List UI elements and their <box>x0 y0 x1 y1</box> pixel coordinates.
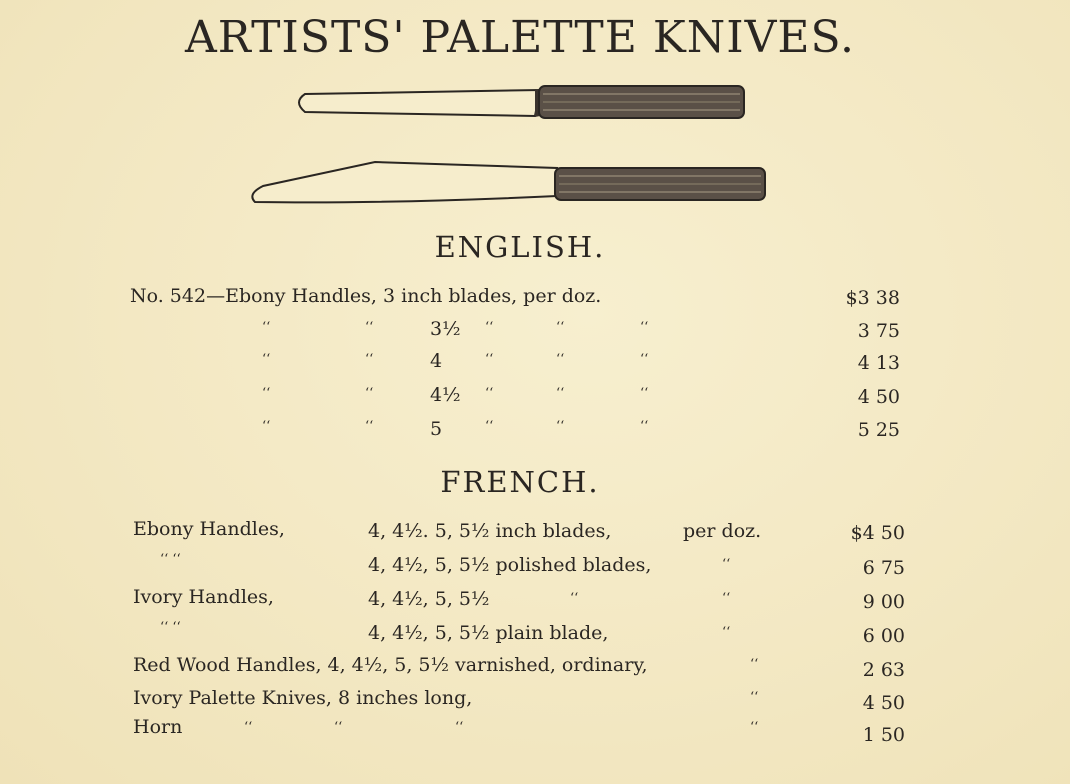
price: 4 13 <box>857 352 900 374</box>
price: 1 50 <box>862 724 905 746</box>
ditto-mark: ‘‘ <box>244 720 253 735</box>
ditto-mark: ‘‘ <box>485 386 494 401</box>
ditto-mark: ‘‘ <box>556 386 565 401</box>
blade-size: 3½ <box>430 318 461 340</box>
ditto-mark: ‘‘ <box>750 720 759 735</box>
ditto-mark: ‘‘ <box>750 690 759 705</box>
palette-knife-straight-illustration <box>285 80 750 130</box>
ditto-mark: ‘‘ <box>640 320 649 335</box>
item-description: Red Wood Handles, 4, 4½, 5, 5½ varnished, ordinary, <box>133 654 648 676</box>
blade-size: 4½ <box>430 384 461 406</box>
ditto-mark: ‘‘ <box>365 386 374 401</box>
page-title: ARTISTS' PALETTE KNIVES. <box>184 12 856 63</box>
blade-size: 4 <box>430 350 443 372</box>
blade-sizes: 4, 4½, 5, 5½ polished blades, <box>368 554 652 576</box>
ditto-mark: ‘‘ <box>640 419 649 434</box>
ditto-mark: ‘‘ <box>722 591 731 606</box>
ditto-mark: ‘‘ <box>365 419 374 434</box>
item-description: Horn <box>133 716 183 738</box>
price: 4 50 <box>857 386 900 408</box>
ditto-mark: ‘‘ <box>750 657 759 672</box>
ditto-mark: ‘‘ <box>640 352 649 367</box>
ditto-mark: ‘‘ ‘‘ <box>160 552 181 567</box>
french-heading: FRENCH. <box>440 465 600 499</box>
ditto-mark: ‘‘ <box>722 625 731 640</box>
price: 5 25 <box>857 419 900 441</box>
ditto-mark: ‘‘ <box>722 557 731 572</box>
ditto-mark: ‘‘ <box>365 352 374 367</box>
english-heading: ENGLISH. <box>434 230 606 264</box>
ditto-mark: ‘‘ <box>485 419 494 434</box>
ditto-mark: ‘‘ <box>556 320 565 335</box>
blade-size: 5 <box>430 418 443 440</box>
price: 6 00 <box>862 625 905 647</box>
price: 6 75 <box>862 557 905 579</box>
ditto-mark: ‘‘ <box>640 386 649 401</box>
price: 4 50 <box>862 692 905 714</box>
unit: per doz. <box>683 520 762 542</box>
ditto-mark: ‘‘ ‘‘ <box>160 620 181 635</box>
ditto-mark: ‘‘ <box>556 352 565 367</box>
blade-sizes: 4, 4½. 5, 5½ inch blades, <box>368 520 612 542</box>
handle-type: Ebony Handles, <box>133 518 285 540</box>
ditto-mark: ‘‘ <box>262 320 271 335</box>
price: 2 63 <box>862 659 905 681</box>
ditto-mark: ‘‘ <box>485 352 494 367</box>
blade-sizes: 4, 4½, 5, 5½ <box>368 588 490 610</box>
ditto-mark: ‘‘ <box>334 720 343 735</box>
ditto-mark: ‘‘ <box>455 720 464 735</box>
ditto-mark: ‘‘ <box>262 352 271 367</box>
ditto-mark: ‘‘ <box>365 320 374 335</box>
english-row-price: $3 38 <box>845 287 900 309</box>
blade-sizes: 4, 4½, 5, 5½ plain blade, <box>368 622 609 644</box>
price: 3 75 <box>857 320 900 342</box>
ditto-mark: ‘‘ <box>556 419 565 434</box>
price: $4 50 <box>850 522 905 544</box>
item-description: Ivory Palette Knives, 8 inches long, <box>133 687 473 709</box>
ditto-mark: ‘‘ <box>262 419 271 434</box>
handle-type: Ivory Handles, <box>133 586 274 608</box>
ditto-mark: ‘‘ <box>262 386 271 401</box>
palette-knife-cranked-illustration <box>245 158 770 213</box>
ditto-mark: ‘‘ <box>570 591 579 606</box>
english-row-label: No. 542—Ebony Handles, 3 inch blades, per doz. <box>130 285 602 307</box>
price: 9 00 <box>862 591 905 613</box>
ditto-mark: ‘‘ <box>485 320 494 335</box>
